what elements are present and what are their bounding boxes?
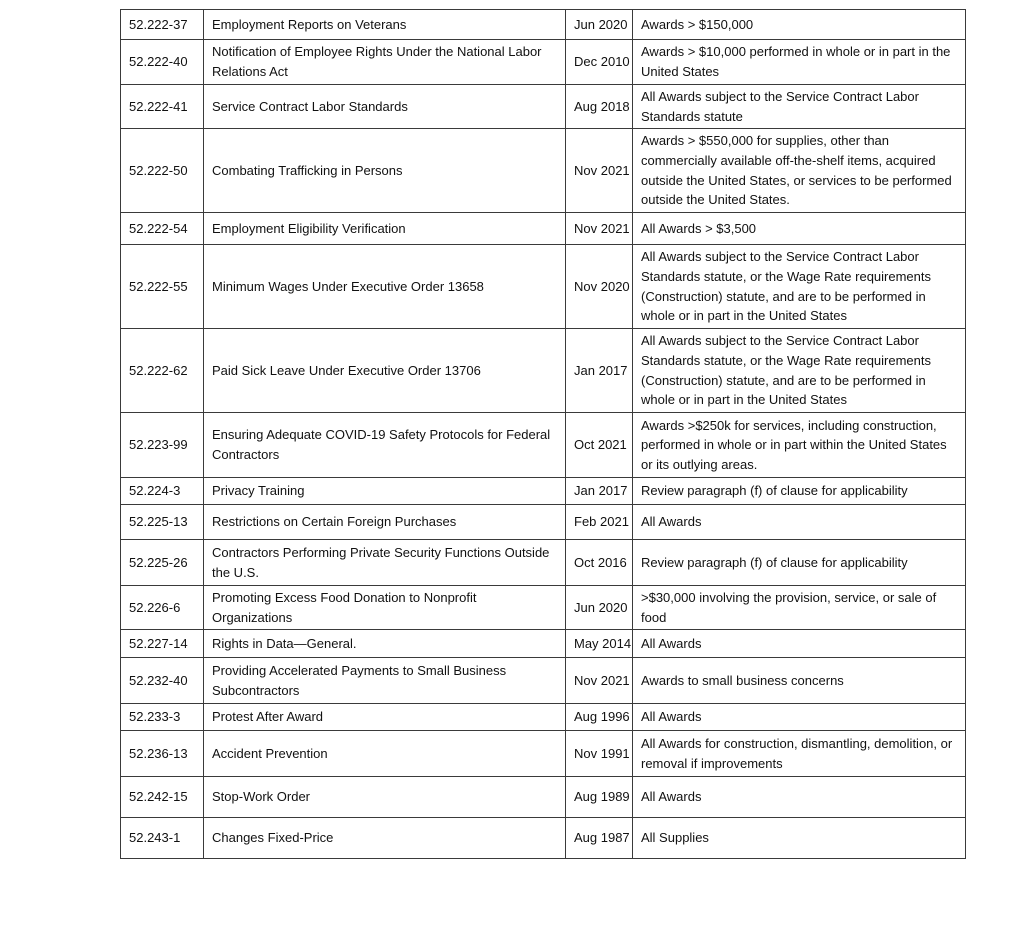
clause-title: Combating Trafficking in Persons bbox=[204, 129, 566, 213]
clause-number: 52.225-26 bbox=[121, 540, 204, 586]
clause-number: 52.224-3 bbox=[121, 478, 204, 505]
clause-table-body bbox=[121, 10, 966, 859]
clause-applicability: Awards >$250k for services, including construction, performed in whole or in part within the United States or its outlying areas. bbox=[633, 413, 966, 478]
clause-date: Jan 2017 bbox=[566, 478, 633, 505]
clause-number: 52.243-1 bbox=[121, 818, 204, 859]
table-row bbox=[121, 129, 966, 213]
clause-date: Nov 1991 bbox=[566, 731, 633, 777]
table-row bbox=[121, 777, 966, 818]
clause-applicability: All Awards bbox=[633, 777, 966, 818]
clause-title: Rights in Data—General. bbox=[204, 630, 566, 658]
clause-applicability: All Awards bbox=[633, 505, 966, 540]
clause-title: Employment Eligibility Verification bbox=[204, 213, 566, 245]
table-row bbox=[121, 630, 966, 658]
clause-applicability: Awards > $550,000 for supplies, other than commercially available off-the-shelf items, acquired outside the United States, or services to be performed outside the United States. bbox=[633, 129, 966, 213]
table-row bbox=[121, 540, 966, 586]
clause-number: 52.232-40 bbox=[121, 658, 204, 704]
clause-title: Privacy Training bbox=[204, 478, 566, 505]
clause-title: Providing Accelerated Payments to Small Business Subcontractors bbox=[204, 658, 566, 704]
clause-number: 52.226-6 bbox=[121, 586, 204, 630]
clause-number: 52.222-41 bbox=[121, 85, 204, 129]
clause-date: Aug 1987 bbox=[566, 818, 633, 859]
clause-date: Dec 2010 bbox=[566, 40, 633, 85]
table-row bbox=[121, 413, 966, 478]
clause-title: Accident Prevention bbox=[204, 731, 566, 777]
clause-number: 52.223-99 bbox=[121, 413, 204, 478]
clause-date: Jan 2017 bbox=[566, 329, 633, 413]
table-row bbox=[121, 731, 966, 777]
clause-date: Aug 2018 bbox=[566, 85, 633, 129]
table-row bbox=[121, 704, 966, 731]
clause-applicability: Awards > $10,000 performed in whole or in part in the United States bbox=[633, 40, 966, 85]
clause-number: 52.222-40 bbox=[121, 40, 204, 85]
clause-date: Oct 2016 bbox=[566, 540, 633, 586]
clause-applicability: All Awards subject to the Service Contract Labor Standards statute, or the Wage Rate requirements (Construction) statute, and are to be performed in whole or in part in the United States bbox=[633, 245, 966, 329]
clause-title: Protest After Award bbox=[204, 704, 566, 731]
table-row bbox=[121, 505, 966, 540]
clause-number: 52.242-15 bbox=[121, 777, 204, 818]
table-row bbox=[121, 245, 966, 329]
clause-date: Jun 2020 bbox=[566, 10, 633, 40]
clause-title: Service Contract Labor Standards bbox=[204, 85, 566, 129]
clause-applicability: All Awards > $3,500 bbox=[633, 213, 966, 245]
clause-title: Changes Fixed-Price bbox=[204, 818, 566, 859]
clause-title: Minimum Wages Under Executive Order 13658 bbox=[204, 245, 566, 329]
clause-title: Restrictions on Certain Foreign Purchases bbox=[204, 505, 566, 540]
clause-number: 52.222-55 bbox=[121, 245, 204, 329]
clause-applicability: Review paragraph (f) of clause for applicability bbox=[633, 478, 966, 505]
table-row bbox=[121, 213, 966, 245]
clause-number: 52.233-3 bbox=[121, 704, 204, 731]
table-row bbox=[121, 478, 966, 505]
clause-applicability: All Supplies bbox=[633, 818, 966, 859]
table-row bbox=[121, 329, 966, 413]
clause-title: Paid Sick Leave Under Executive Order 13706 bbox=[204, 329, 566, 413]
clause-number: 52.225-13 bbox=[121, 505, 204, 540]
clause-title: Stop-Work Order bbox=[204, 777, 566, 818]
clause-date: Aug 1996 bbox=[566, 704, 633, 731]
clause-number: 52.236-13 bbox=[121, 731, 204, 777]
table-row bbox=[121, 818, 966, 859]
table-row bbox=[121, 586, 966, 630]
clause-applicability: All Awards bbox=[633, 704, 966, 731]
table-row bbox=[121, 40, 966, 85]
clause-title: Employment Reports on Veterans bbox=[204, 10, 566, 40]
clause-number: 52.222-37 bbox=[121, 10, 204, 40]
clause-applicability: Awards > $150,000 bbox=[633, 10, 966, 40]
clause-date: Nov 2021 bbox=[566, 658, 633, 704]
clause-number: 52.222-62 bbox=[121, 329, 204, 413]
table-row bbox=[121, 85, 966, 129]
clause-date: May 2014 bbox=[566, 630, 633, 658]
clause-date: Oct 2021 bbox=[566, 413, 633, 478]
clause-number: 52.222-54 bbox=[121, 213, 204, 245]
clause-number: 52.227-14 bbox=[121, 630, 204, 658]
clause-number: 52.222-50 bbox=[121, 129, 204, 213]
clause-table bbox=[120, 9, 966, 859]
clause-date: Feb 2021 bbox=[566, 505, 633, 540]
clause-date: Nov 2020 bbox=[566, 245, 633, 329]
clause-title: Notification of Employee Rights Under the National Labor Relations Act bbox=[204, 40, 566, 85]
clause-title: Promoting Excess Food Donation to Nonprofit Organizations bbox=[204, 586, 566, 630]
clause-applicability: All Awards bbox=[633, 630, 966, 658]
clause-title: Contractors Performing Private Security Functions Outside the U.S. bbox=[204, 540, 566, 586]
clause-applicability: Review paragraph (f) of clause for applicability bbox=[633, 540, 966, 586]
clause-applicability: All Awards subject to the Service Contract Labor Standards statute, or the Wage Rate requirements (Construction) statute, and are to be performed in whole or in part in the United States bbox=[633, 329, 966, 413]
clause-applicability: All Awards subject to the Service Contract Labor Standards statute bbox=[633, 85, 966, 129]
clause-applicability: Awards to small business concerns bbox=[633, 658, 966, 704]
table-row bbox=[121, 658, 966, 704]
clause-date: Nov 2021 bbox=[566, 213, 633, 245]
clause-date: Nov 2021 bbox=[566, 129, 633, 213]
clause-title: Ensuring Adequate COVID-19 Safety Protocols for Federal Contractors bbox=[204, 413, 566, 478]
clause-applicability: >$30,000 involving the provision, service, or sale of food bbox=[633, 586, 966, 630]
table-row bbox=[121, 10, 966, 40]
clause-applicability: All Awards for construction, dismantling, demolition, or removal if improvements bbox=[633, 731, 966, 777]
clause-date: Aug 1989 bbox=[566, 777, 633, 818]
clause-date: Jun 2020 bbox=[566, 586, 633, 630]
